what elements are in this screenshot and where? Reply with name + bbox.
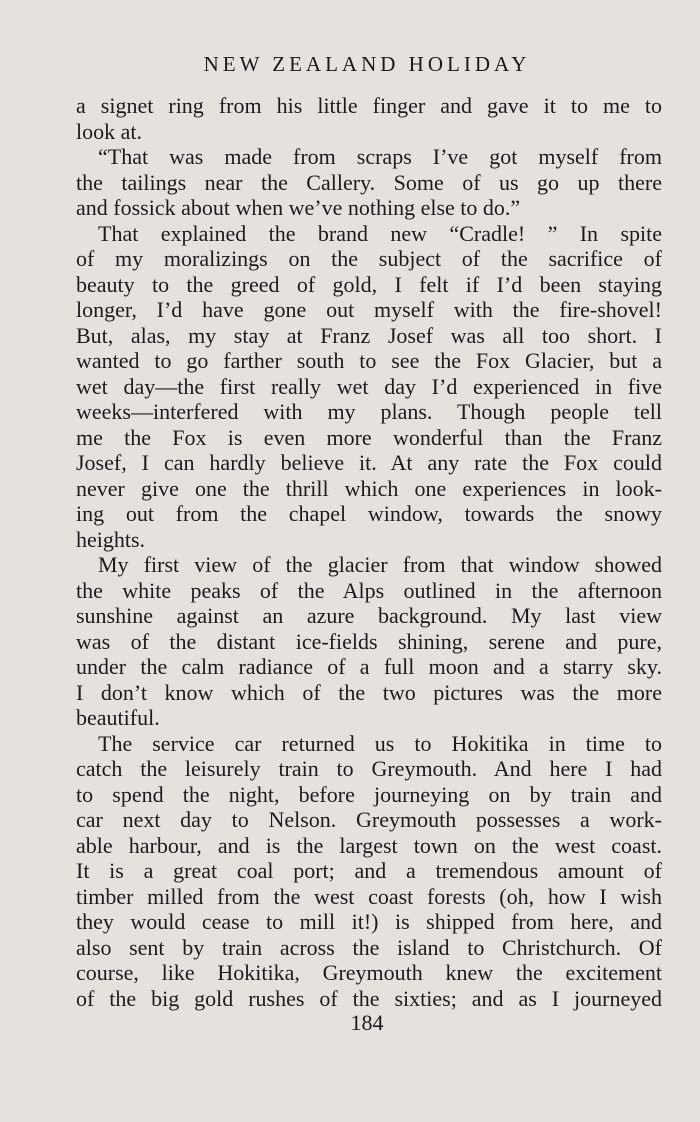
- text-line: wet day—the first really wet day I’d experienced in five: [76, 373, 662, 399]
- text-line: longer, I’d have gone out myself with the fire-shovel!: [76, 297, 662, 322]
- text-line: of the big gold rushes of the sixties; and as I journeyed: [76, 985, 662, 1011]
- body-text: [76, 93, 662, 1011]
- text-line: weeks—interfered with my plans. Though people tell: [76, 399, 662, 424]
- text-line: able harbour, and is the largest town on the west coast.: [76, 832, 662, 858]
- text-line: and fossick about when we’ve nothing else to do.”: [76, 195, 521, 220]
- text-line: look at.: [76, 118, 142, 144]
- running-head: NEW ZEALAND HOLIDAY: [203, 52, 531, 76]
- text-line: ing out from the chapel window, towards the snowy: [76, 501, 662, 526]
- text-line: The service car returned us to Hokitika in time to: [98, 730, 662, 756]
- text-line: the tailings near the Callery. Some of us go up there: [76, 169, 662, 195]
- text-line: timber milled from the west coast forests (oh, how I wish: [76, 883, 662, 909]
- text-line: under the calm radiance of a full moon and a starry sky.: [76, 654, 662, 679]
- text-line: the white peaks of the Alps outlined in the afternoon: [76, 577, 662, 603]
- text-line: “That was made from scraps I’ve got myself from: [98, 144, 662, 169]
- page-number: 184: [350, 1010, 384, 1035]
- text-line: I don’t know which of the two pictures was the more: [76, 679, 662, 705]
- text-line: It is a great coal port; and a tremendous amount of: [76, 858, 662, 883]
- text-line: they would cease to mill it!) is shipped from here, and: [76, 909, 662, 934]
- text-line: heights.: [76, 526, 146, 552]
- text-line: of my moralizings on the subject of the sacrifice of: [76, 246, 662, 271]
- text-line: beauty to the greed of gold, I felt if I’d been staying: [76, 271, 662, 297]
- text-line: wanted to go farther south to see the Fox Glacier, but a: [76, 348, 662, 373]
- text-line: sunshine against an azure background. My last view: [76, 603, 662, 628]
- text-line: catch the leisurely train to Greymouth. And here I had: [76, 756, 662, 781]
- text-line: beautiful.: [76, 705, 160, 730]
- text-line: also sent by train across the island to Christchurch. Of: [76, 934, 662, 960]
- text-line: That explained the brand new “Cradle! ” In spite: [98, 220, 662, 246]
- text-line: a signet ring from his little finger and gave it to me to: [76, 93, 662, 118]
- text-line: But, alas, my stay at Franz Josef was all too short. I: [76, 322, 662, 348]
- text-line: car next day to Nelson. Greymouth possesses a work-: [76, 807, 662, 832]
- text-line: never give one the thrill which one experiences in look-: [76, 475, 662, 501]
- text-line: me the Fox is even more wonderful than the Franz: [76, 424, 662, 450]
- text-line: course, like Hokitika, Greymouth knew the excitement: [76, 960, 662, 985]
- text-line: to spend the night, before journeying on by train and: [76, 781, 662, 807]
- text-line: was of the distant ice-fields shining, serene and pure,: [76, 628, 662, 654]
- text-line: My first view of the glacier from that window showed: [98, 552, 662, 577]
- text-line: Josef, I can hardly believe it. At any rate the Fox could: [76, 450, 662, 475]
